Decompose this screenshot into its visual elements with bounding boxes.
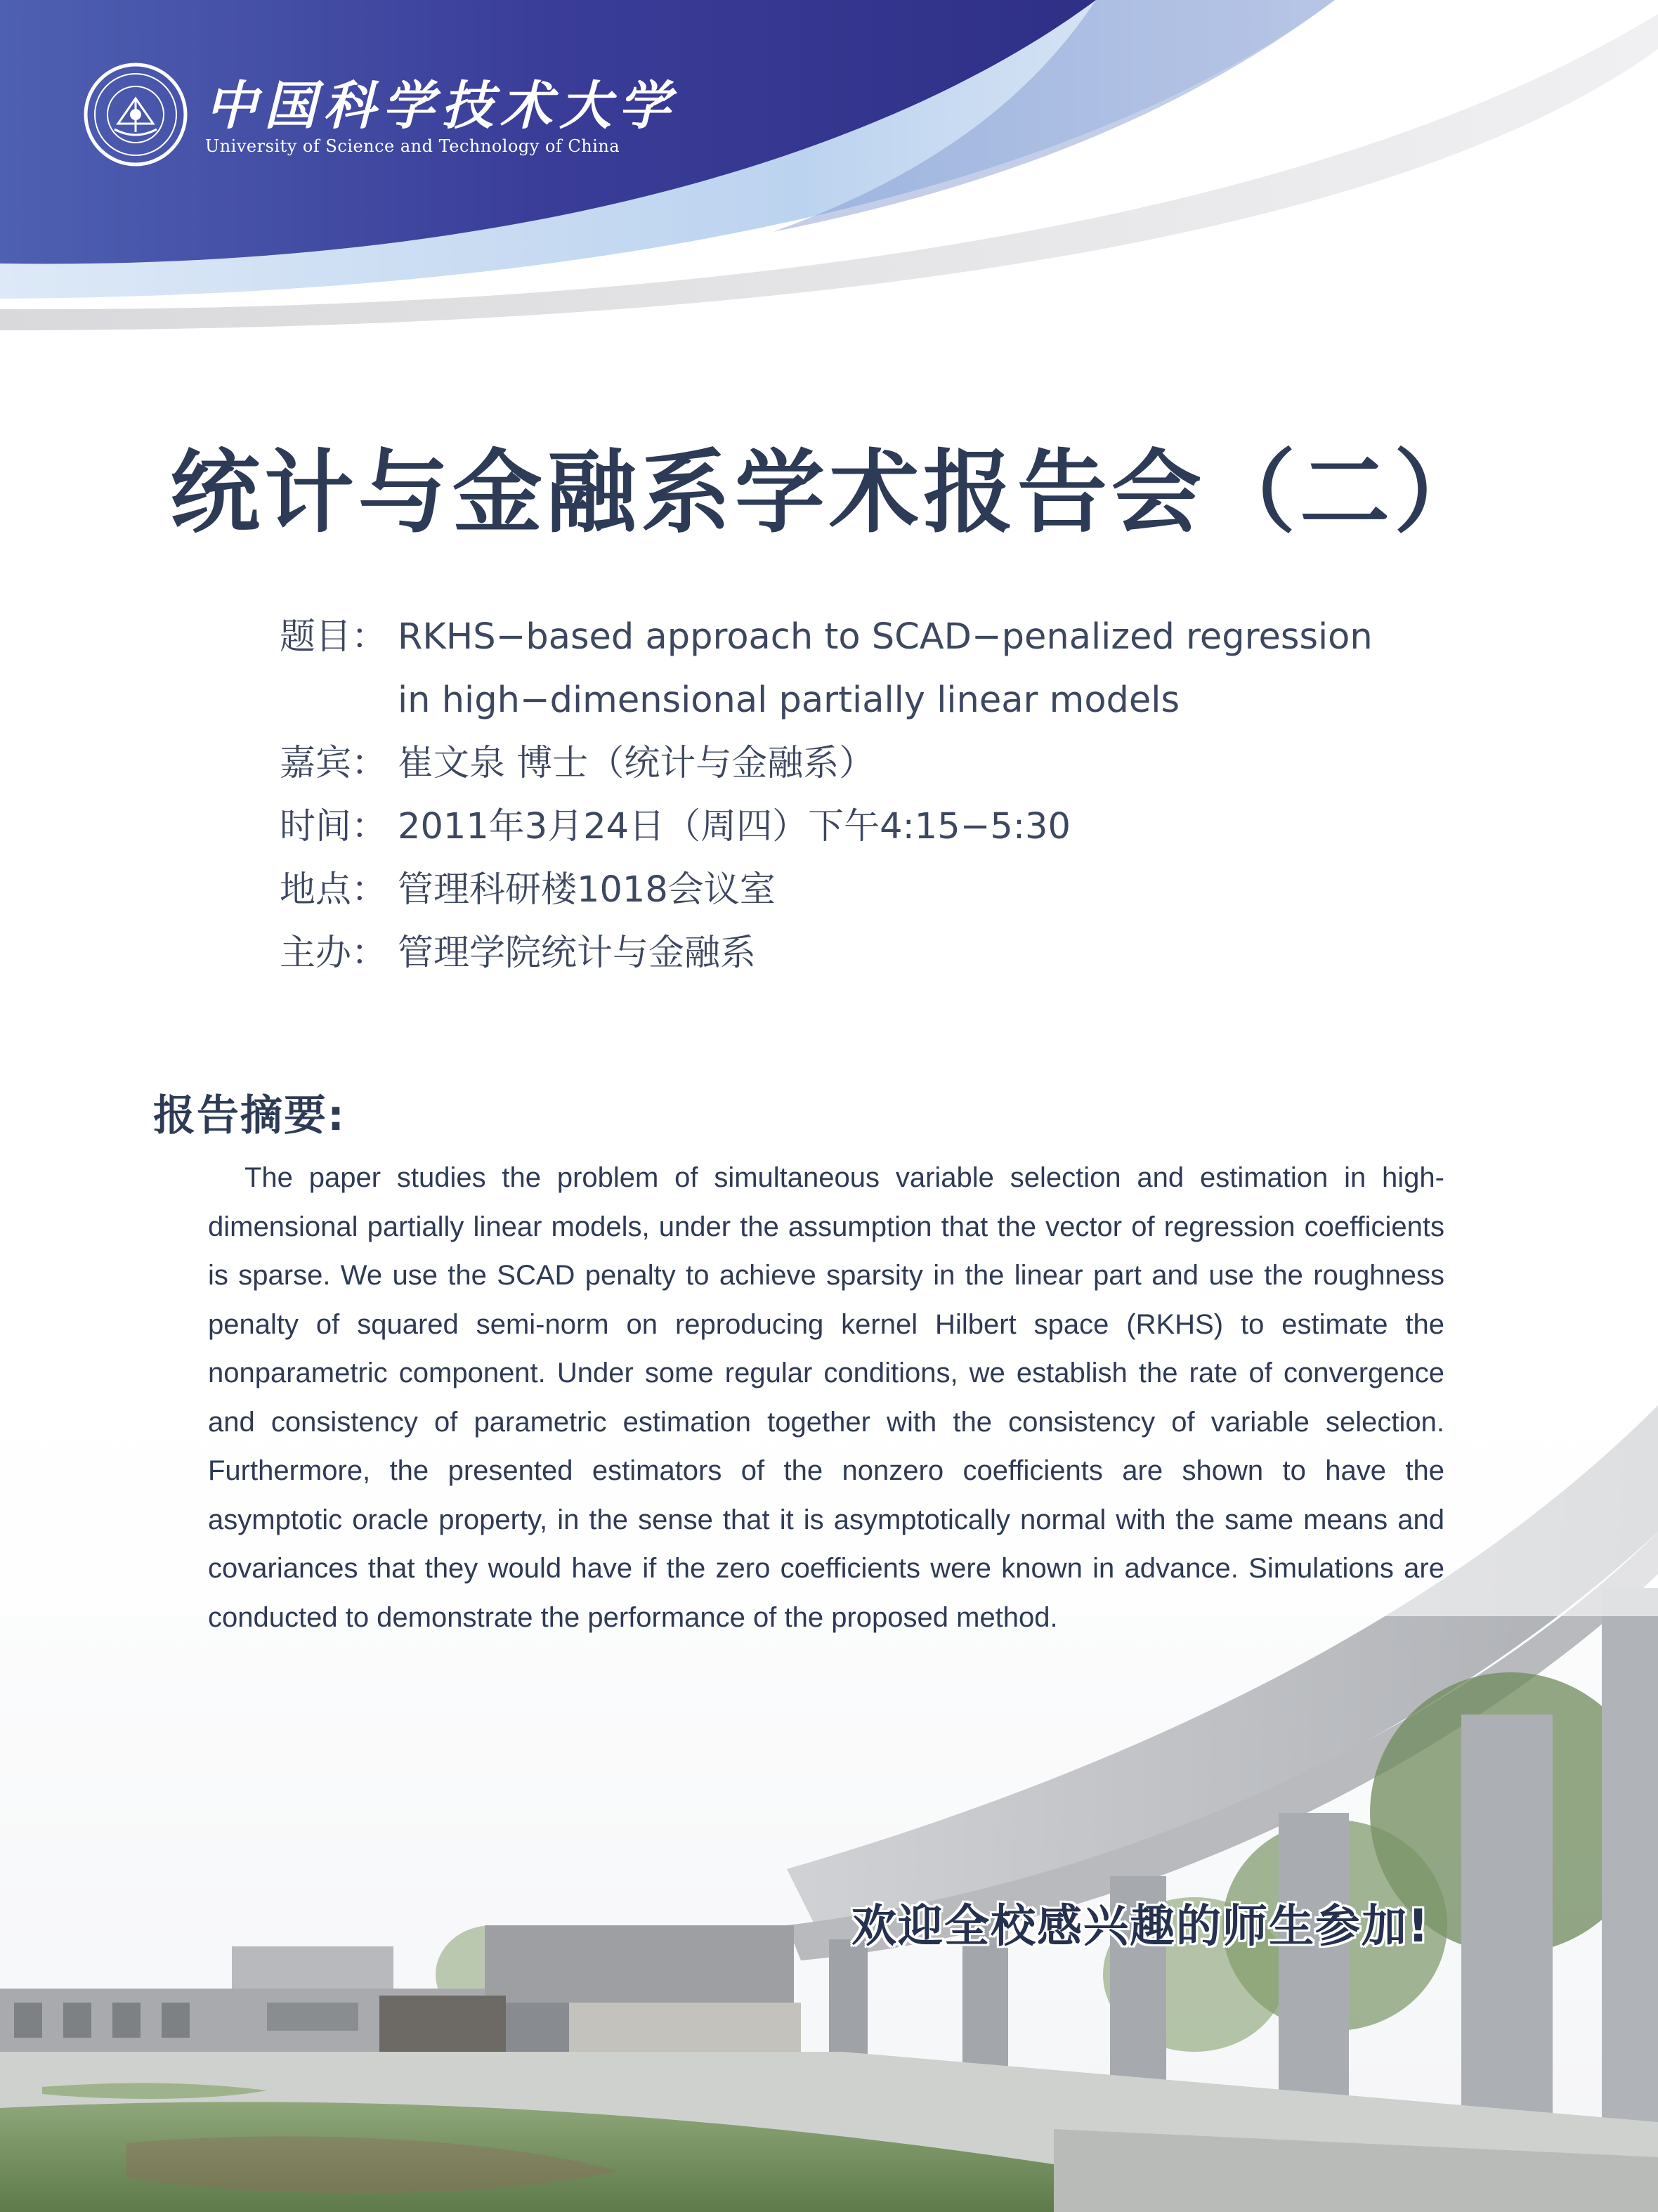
place-row	[280, 859, 1474, 922]
host-label: 主办：	[280, 932, 388, 974]
guest-label: 嘉宾：	[280, 743, 388, 784]
place-label: 地点：	[280, 869, 388, 911]
ustc-seal-logo-icon	[83, 62, 188, 167]
guest-row	[280, 732, 1474, 795]
host-row	[280, 922, 1474, 985]
time-value: 2011年3月24日（周四）下午4:15−5:30	[398, 806, 1071, 847]
abstract-heading: 报告摘要:	[153, 1091, 346, 1140]
guest-value: 崔文泉 博士（统计与金融系）	[398, 743, 875, 784]
welcome-message: 欢迎全校感兴趣的师生参加!	[851, 1901, 1430, 1953]
university-name-cn: 中国科学技术大学	[205, 76, 677, 136]
topic-line-1: RKHS−based approach to SCAD−penalized regression	[398, 616, 1373, 658]
page-title: 统计与金融系学术报告会（二）	[169, 441, 1488, 545]
university-name-en: University of Science and Technology of China	[205, 136, 620, 156]
topic-row-2	[280, 669, 1474, 732]
topic-row	[280, 606, 1474, 669]
host-value: 管理学院统计与金融系	[398, 932, 757, 974]
abstract-body: The paper studies the problem of simultaneous variable selection and estimation in high-dimensional partially linear models, under the assumption that the vector of regression coefficients is sparse. We use the SCAD penalty to achieve sparsity in the linear part and use the roughness penalty of squared semi-norm on reproducing kernel Hilbert space (RKHS) to estimate the nonparametric component. Under some regular conditions, we establish the rate of convergence and consistency of parametric estimation together with the consistency of variable selection. Furthermore, the presented estimators of the nonzero coefficients are shown to have the asymptotic oracle property, in the sense that it is asymptotically normal with the same means and covariances that they would have if the zero coefficients were known in advance. Simulations are conducted to demonstrate the performance of the proposed method.	[208, 1162, 1444, 1633]
place-value: 管理科研楼1018会议室	[398, 869, 776, 911]
time-label: 时间：	[280, 806, 388, 847]
event-info	[280, 606, 1474, 985]
header-banner	[0, 0, 1658, 365]
topic-line-2: in high−dimensional partially linear models	[398, 679, 1180, 721]
topic-label: 题目：	[280, 616, 388, 658]
time-row	[280, 795, 1474, 859]
